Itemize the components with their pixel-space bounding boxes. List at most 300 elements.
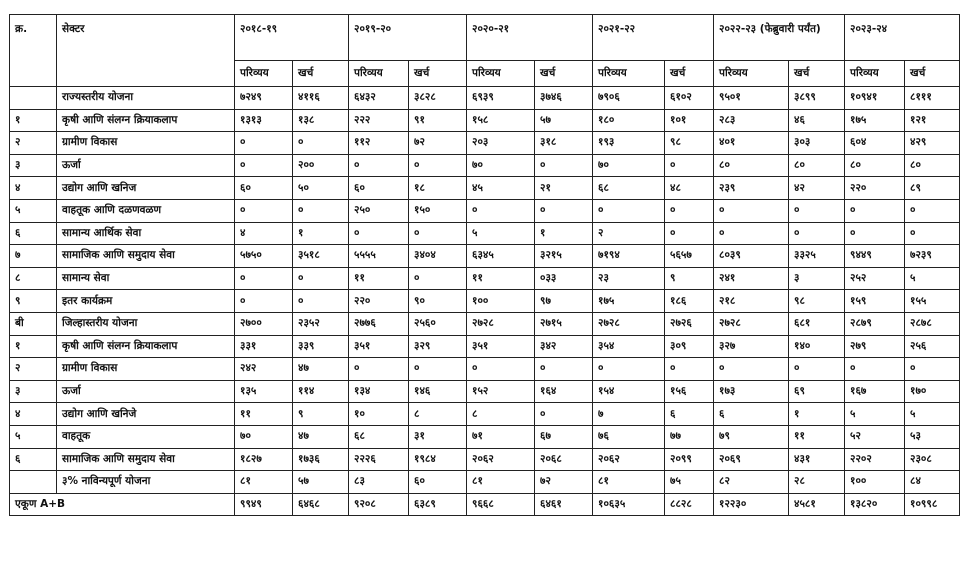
- budget-table: [9, 14, 960, 516]
- cell-expenditure: ३८९९: [789, 87, 845, 110]
- cell-expenditure: ०: [905, 358, 960, 381]
- row-serial: एकूण A+B: [10, 493, 235, 516]
- cell-outlay: ९९४९: [235, 493, 293, 516]
- cell-expenditure: ५७: [535, 109, 593, 132]
- row-sector: ३% नाविन्यपूर्ण योजना: [57, 471, 235, 494]
- cell-expenditure: १८६: [665, 290, 714, 313]
- cell-expenditure: १४६: [409, 380, 467, 403]
- cell-expenditure: ११: [789, 425, 845, 448]
- cell-outlay: २५०: [349, 199, 409, 222]
- cell-outlay: १३८२०: [845, 493, 905, 516]
- cell-expenditure: ८९: [905, 177, 960, 200]
- cell-outlay: १७५: [845, 109, 905, 132]
- table-row: [10, 335, 960, 358]
- cell-outlay: २३: [593, 267, 665, 290]
- cell-expenditure: २८: [789, 471, 845, 494]
- row-serial: ८: [10, 267, 57, 290]
- cell-expenditure: ४२९: [905, 132, 960, 155]
- cell-outlay: ०: [714, 358, 789, 381]
- table-row: [10, 132, 960, 155]
- header-outlay: परिव्यय: [467, 61, 535, 87]
- cell-expenditure: ७२: [409, 132, 467, 155]
- header-outlay: परिव्यय: [714, 61, 789, 87]
- cell-expenditure: ०: [665, 358, 714, 381]
- header-outlay: परिव्यय: [845, 61, 905, 87]
- cell-outlay: ०: [349, 222, 409, 245]
- cell-expenditure: १४०: [789, 335, 845, 358]
- row-serial: [10, 471, 57, 494]
- cell-expenditure: ३५१८: [293, 245, 349, 268]
- cell-expenditure: ५: [905, 403, 960, 426]
- cell-expenditure: १७०: [905, 380, 960, 403]
- row-sector: ग्रामीण विकास: [57, 358, 235, 381]
- cell-outlay: ७: [593, 403, 665, 426]
- cell-expenditure: ९०: [409, 290, 467, 313]
- cell-expenditure: ६३८९: [409, 493, 467, 516]
- cell-outlay: ०: [235, 199, 293, 222]
- cell-outlay: ८१: [235, 471, 293, 494]
- cell-expenditure: २५६०: [409, 312, 467, 335]
- header-expenditure: खर्च: [665, 61, 714, 87]
- cell-outlay: ९२०८: [349, 493, 409, 516]
- cell-expenditure: ९८: [665, 132, 714, 155]
- table-row: [10, 177, 960, 200]
- cell-expenditure: ३०३: [789, 132, 845, 155]
- cell-expenditure: ८४: [905, 471, 960, 494]
- cell-outlay: २२०२: [845, 448, 905, 471]
- cell-expenditure: ०: [789, 222, 845, 245]
- row-sector: कृषी आणि संलग्न क्रियाकलाप: [57, 109, 235, 132]
- cell-outlay: ८१: [593, 471, 665, 494]
- cell-expenditure: ६८१: [789, 312, 845, 335]
- cell-expenditure: १६४: [535, 380, 593, 403]
- cell-expenditure: ०: [293, 267, 349, 290]
- cell-outlay: १९३: [593, 132, 665, 155]
- cell-outlay: २७२८: [714, 312, 789, 335]
- cell-expenditure: १५५: [905, 290, 960, 313]
- cell-outlay: १३५: [235, 380, 293, 403]
- cell-outlay: ७९०६: [593, 87, 665, 110]
- table-row: [10, 312, 960, 335]
- row-sector: कृषी आणि संलग्न क्रियाकलाप: [57, 335, 235, 358]
- cell-expenditure: ६९: [789, 380, 845, 403]
- cell-outlay: ३५१: [349, 335, 409, 358]
- cell-outlay: ६८: [593, 177, 665, 200]
- cell-expenditure: १८: [409, 177, 467, 200]
- cell-outlay: ३५४: [593, 335, 665, 358]
- cell-outlay: १७३: [714, 380, 789, 403]
- cell-expenditure: १०९९८: [905, 493, 960, 516]
- cell-expenditure: ६१०२: [665, 87, 714, 110]
- cell-expenditure: ०: [293, 132, 349, 155]
- cell-outlay: २४२: [235, 358, 293, 381]
- header-expenditure: खर्च: [293, 61, 349, 87]
- cell-expenditure: १३८: [293, 109, 349, 132]
- row-serial: १: [10, 335, 57, 358]
- cell-expenditure: ०: [789, 358, 845, 381]
- cell-expenditure: ०: [905, 222, 960, 245]
- cell-expenditure: ७७: [665, 425, 714, 448]
- cell-expenditure: ८१११: [905, 87, 960, 110]
- cell-expenditure: ०: [293, 290, 349, 313]
- cell-outlay: ०: [467, 199, 535, 222]
- cell-expenditure: ४३१: [789, 448, 845, 471]
- cell-expenditure: ०: [535, 358, 593, 381]
- cell-outlay: ०: [235, 154, 293, 177]
- cell-expenditure: १५६: [665, 380, 714, 403]
- cell-expenditure: १: [535, 222, 593, 245]
- row-serial: ३: [10, 380, 57, 403]
- cell-outlay: १०९४१: [845, 87, 905, 110]
- cell-outlay: ५५५५: [349, 245, 409, 268]
- cell-expenditure: ०: [409, 267, 467, 290]
- table-row: [10, 448, 960, 471]
- cell-outlay: २७२८: [467, 312, 535, 335]
- cell-expenditure: ३१: [409, 425, 467, 448]
- cell-expenditure: ०: [409, 154, 467, 177]
- cell-outlay: ०: [845, 199, 905, 222]
- cell-expenditure: ७५: [665, 471, 714, 494]
- row-sector: इतर कार्यक्रम: [57, 290, 235, 313]
- cell-outlay: ११: [235, 403, 293, 426]
- cell-expenditure: २३५२: [293, 312, 349, 335]
- cell-outlay: २७७६: [349, 312, 409, 335]
- cell-outlay: ६४३२: [349, 87, 409, 110]
- cell-expenditure: ६४६८: [293, 493, 349, 516]
- cell-outlay: २०६९: [714, 448, 789, 471]
- cell-outlay: ०: [235, 132, 293, 155]
- table-row: [10, 154, 960, 177]
- cell-expenditure: १२१: [905, 109, 960, 132]
- cell-outlay: १८२७: [235, 448, 293, 471]
- cell-outlay: ४०१: [714, 132, 789, 155]
- cell-outlay: २७००: [235, 312, 293, 335]
- row-serial: ५: [10, 199, 57, 222]
- row-sector: वाहतूक: [57, 425, 235, 448]
- row-sector: ऊर्जा: [57, 380, 235, 403]
- cell-outlay: २७२८: [593, 312, 665, 335]
- cell-outlay: १०६३५: [593, 493, 665, 516]
- cell-expenditure: ५३: [905, 425, 960, 448]
- cell-outlay: ९४४९: [845, 245, 905, 268]
- cell-expenditure: २०९९: [665, 448, 714, 471]
- cell-expenditure: ३३९: [293, 335, 349, 358]
- table-row: [10, 267, 960, 290]
- cell-expenditure: ३२१५: [535, 245, 593, 268]
- cell-expenditure: ५७: [293, 471, 349, 494]
- cell-expenditure: १५०: [409, 199, 467, 222]
- cell-expenditure: २१: [535, 177, 593, 200]
- cell-outlay: ३३१: [235, 335, 293, 358]
- cell-outlay: २०६२: [467, 448, 535, 471]
- cell-outlay: १५९: [845, 290, 905, 313]
- cell-expenditure: ०: [409, 222, 467, 245]
- cell-outlay: ३५१: [467, 335, 535, 358]
- cell-outlay: ५: [467, 222, 535, 245]
- cell-outlay: ७१: [467, 425, 535, 448]
- cell-expenditure: ७२३९: [905, 245, 960, 268]
- header-period: २०२३-२४: [845, 15, 960, 61]
- cell-expenditure: ६७: [535, 425, 593, 448]
- cell-outlay: १००: [467, 290, 535, 313]
- cell-expenditure: ९८: [789, 290, 845, 313]
- cell-outlay: ०: [235, 267, 293, 290]
- table-row: [10, 425, 960, 448]
- cell-outlay: ०: [845, 358, 905, 381]
- cell-expenditure: ४६: [789, 109, 845, 132]
- cell-outlay: ७६: [593, 425, 665, 448]
- row-serial: बी: [10, 312, 57, 335]
- header-sector: सेक्टर: [57, 15, 235, 87]
- row-serial: ७: [10, 245, 57, 268]
- header-period: २०२०-२१: [467, 15, 593, 61]
- cell-expenditure: ३१८: [535, 132, 593, 155]
- cell-outlay: ४: [235, 222, 293, 245]
- header-expenditure: खर्च: [789, 61, 845, 87]
- cell-outlay: ६९३९: [467, 87, 535, 110]
- header-expenditure: खर्च: [905, 61, 960, 87]
- header-outlay: परिव्यय: [235, 61, 293, 87]
- cell-outlay: ०: [845, 222, 905, 245]
- cell-expenditure: ५: [905, 267, 960, 290]
- cell-expenditure: २००: [293, 154, 349, 177]
- cell-expenditure: ०: [535, 403, 593, 426]
- cell-outlay: १५८: [467, 109, 535, 132]
- row-serial: ९: [10, 290, 57, 313]
- table-row: [10, 380, 960, 403]
- cell-expenditure: ९१: [409, 109, 467, 132]
- cell-expenditure: ४५८१: [789, 493, 845, 516]
- cell-outlay: २८३: [714, 109, 789, 132]
- cell-expenditure: ९: [293, 403, 349, 426]
- cell-expenditure: २३०८: [905, 448, 960, 471]
- cell-expenditure: ३०९: [665, 335, 714, 358]
- header-period: २०१८-१९: [235, 15, 349, 61]
- row-sector: सामान्य आर्थिक सेवा: [57, 222, 235, 245]
- cell-expenditure: १७३६: [293, 448, 349, 471]
- cell-expenditure: ०: [665, 154, 714, 177]
- cell-expenditure: ६४६१: [535, 493, 593, 516]
- cell-outlay: ५: [845, 403, 905, 426]
- table-row: [10, 87, 960, 110]
- cell-expenditure: ३४२: [535, 335, 593, 358]
- cell-expenditure: ६०: [409, 471, 467, 494]
- cell-expenditure: ९: [665, 267, 714, 290]
- cell-expenditure: २७२६: [665, 312, 714, 335]
- row-sector: जिल्हास्तरीय योजना: [57, 312, 235, 335]
- cell-outlay: २०३: [467, 132, 535, 155]
- cell-outlay: ०: [593, 199, 665, 222]
- row-sector: उद्योग आणि खनिज: [57, 177, 235, 200]
- cell-expenditure: ११४: [293, 380, 349, 403]
- cell-outlay: ९६६८: [467, 493, 535, 516]
- cell-outlay: ११: [349, 267, 409, 290]
- cell-outlay: ४५: [467, 177, 535, 200]
- cell-expenditure: १०१: [665, 109, 714, 132]
- cell-outlay: ७१९४: [593, 245, 665, 268]
- header-outlay: परिव्यय: [593, 61, 665, 87]
- table-row: [10, 471, 960, 494]
- cell-outlay: २४१: [714, 267, 789, 290]
- cell-expenditure: ३४०४: [409, 245, 467, 268]
- cell-outlay: ०: [235, 290, 293, 313]
- cell-outlay: ११: [467, 267, 535, 290]
- cell-expenditure: २५६: [905, 335, 960, 358]
- cell-expenditure: ०: [535, 199, 593, 222]
- cell-expenditure: ०: [665, 222, 714, 245]
- table-row: [10, 493, 960, 516]
- cell-expenditure: ७२: [535, 471, 593, 494]
- row-sector: सामाजिक आणि समुदाय सेवा: [57, 448, 235, 471]
- cell-outlay: ७०: [467, 154, 535, 177]
- table-row: [10, 222, 960, 245]
- row-serial: १: [10, 109, 57, 132]
- header-period: २०२१-२२: [593, 15, 714, 61]
- cell-outlay: ५२: [845, 425, 905, 448]
- cell-outlay: ०: [467, 358, 535, 381]
- row-sector: उद्योग आणि खनिजे: [57, 403, 235, 426]
- row-serial: ६: [10, 448, 57, 471]
- cell-expenditure: ४८: [665, 177, 714, 200]
- row-serial: ४: [10, 403, 57, 426]
- cell-outlay: १६७: [845, 380, 905, 403]
- cell-outlay: ६८: [349, 425, 409, 448]
- cell-outlay: ६०४: [845, 132, 905, 155]
- cell-outlay: ०: [349, 358, 409, 381]
- cell-outlay: ८०: [714, 154, 789, 177]
- row-serial: [10, 87, 57, 110]
- cell-expenditure: ८८२८: [665, 493, 714, 516]
- cell-expenditure: ०: [535, 154, 593, 177]
- cell-outlay: १३१३: [235, 109, 293, 132]
- cell-expenditure: ०: [293, 199, 349, 222]
- cell-expenditure: १: [789, 403, 845, 426]
- cell-outlay: ८१: [467, 471, 535, 494]
- table-row: [10, 290, 960, 313]
- cell-outlay: ८२: [714, 471, 789, 494]
- cell-outlay: ०: [593, 358, 665, 381]
- cell-expenditure: ६: [665, 403, 714, 426]
- table-row: [10, 199, 960, 222]
- cell-expenditure: ३७४६: [535, 87, 593, 110]
- cell-expenditure: ४२: [789, 177, 845, 200]
- cell-expenditure: ४७: [293, 358, 349, 381]
- cell-outlay: ६०: [235, 177, 293, 200]
- header-expenditure: खर्च: [535, 61, 593, 87]
- cell-outlay: ९५०१: [714, 87, 789, 110]
- cell-outlay: ०: [714, 199, 789, 222]
- cell-outlay: २२२: [349, 109, 409, 132]
- cell-expenditure: ०३३: [535, 267, 593, 290]
- cell-outlay: २७९: [845, 335, 905, 358]
- row-sector: राज्यस्तरीय योजना: [57, 87, 235, 110]
- row-sector: सामाजिक आणि समुदाय सेवा: [57, 245, 235, 268]
- cell-outlay: ८०: [845, 154, 905, 177]
- row-serial: ३: [10, 154, 57, 177]
- table-row: [10, 245, 960, 268]
- cell-expenditure: ०: [409, 358, 467, 381]
- cell-expenditure: ३२९: [409, 335, 467, 358]
- cell-outlay: ६३४५: [467, 245, 535, 268]
- cell-outlay: ७०: [593, 154, 665, 177]
- cell-expenditure: ४११६: [293, 87, 349, 110]
- cell-expenditure: ३: [789, 267, 845, 290]
- cell-outlay: ६०: [349, 177, 409, 200]
- table-row: [10, 403, 960, 426]
- cell-outlay: २८७९: [845, 312, 905, 335]
- cell-expenditure: ३८२८: [409, 87, 467, 110]
- cell-expenditure: ८०: [905, 154, 960, 177]
- row-serial: २: [10, 358, 57, 381]
- cell-outlay: १३४: [349, 380, 409, 403]
- cell-expenditure: २७१५: [535, 312, 593, 335]
- row-sector: वाहतूक आणि दळणवळण: [57, 199, 235, 222]
- cell-outlay: २२०: [349, 290, 409, 313]
- table-row: [10, 109, 960, 132]
- row-sector: ग्रामीण विकास: [57, 132, 235, 155]
- cell-expenditure: ८०: [789, 154, 845, 177]
- cell-expenditure: १: [293, 222, 349, 245]
- cell-expenditure: ०: [789, 199, 845, 222]
- cell-expenditure: ५०: [293, 177, 349, 200]
- cell-expenditure: १९८४: [409, 448, 467, 471]
- cell-outlay: ६: [714, 403, 789, 426]
- cell-outlay: ३२७: [714, 335, 789, 358]
- cell-expenditure: ८: [409, 403, 467, 426]
- cell-outlay: ७९: [714, 425, 789, 448]
- cell-expenditure: २०६८: [535, 448, 593, 471]
- cell-outlay: ७२४९: [235, 87, 293, 110]
- cell-outlay: ७०: [235, 425, 293, 448]
- cell-expenditure: ५६५७: [665, 245, 714, 268]
- table-row: [10, 358, 960, 381]
- header-outlay: परिव्यय: [349, 61, 409, 87]
- cell-outlay: २१८: [714, 290, 789, 313]
- row-serial: ४: [10, 177, 57, 200]
- row-sector: सामान्य सेवा: [57, 267, 235, 290]
- cell-expenditure: २८७८: [905, 312, 960, 335]
- row-sector: ऊर्जा: [57, 154, 235, 177]
- cell-outlay: २२२६: [349, 448, 409, 471]
- cell-outlay: १२२३०: [714, 493, 789, 516]
- cell-expenditure: ३३२५: [789, 245, 845, 268]
- cell-outlay: २२०: [845, 177, 905, 200]
- header-period: २०२२-२३ (फेब्रुवारी पर्यंत): [714, 15, 845, 61]
- cell-expenditure: ०: [905, 199, 960, 222]
- cell-outlay: १८०: [593, 109, 665, 132]
- cell-outlay: २: [593, 222, 665, 245]
- cell-outlay: ५७५०: [235, 245, 293, 268]
- header-serial: क्र.: [10, 15, 57, 87]
- cell-outlay: १५४: [593, 380, 665, 403]
- header-period: २०१९-२०: [349, 15, 467, 61]
- cell-outlay: ८: [467, 403, 535, 426]
- cell-outlay: १००: [845, 471, 905, 494]
- cell-outlay: ११२: [349, 132, 409, 155]
- header-expenditure: खर्च: [409, 61, 467, 87]
- cell-expenditure: ०: [665, 199, 714, 222]
- cell-outlay: ८३: [349, 471, 409, 494]
- cell-outlay: ०: [714, 222, 789, 245]
- cell-outlay: ०: [349, 154, 409, 177]
- cell-outlay: २०६२: [593, 448, 665, 471]
- cell-outlay: २५२: [845, 267, 905, 290]
- cell-outlay: २३९: [714, 177, 789, 200]
- cell-outlay: १०: [349, 403, 409, 426]
- cell-expenditure: ४७: [293, 425, 349, 448]
- cell-outlay: १७५: [593, 290, 665, 313]
- cell-expenditure: ९७: [535, 290, 593, 313]
